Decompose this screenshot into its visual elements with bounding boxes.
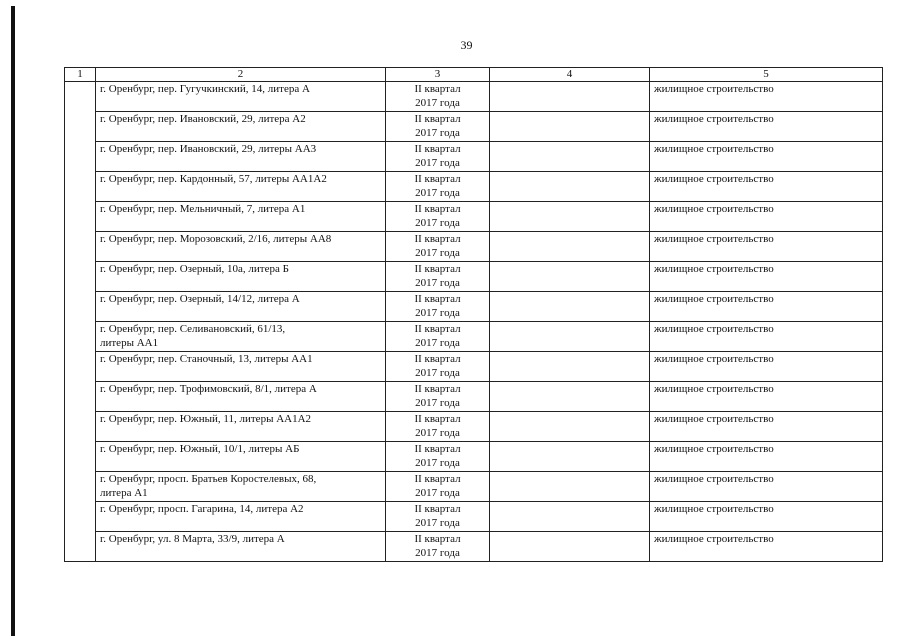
address-cell: г. Оренбург, пер. Ивановский, 29, литеры АА3: [96, 142, 386, 172]
address-cell: г. Оренбург, пер. Морозовский, 2/16, литеры АА8: [96, 232, 386, 262]
row-index-cell: [65, 502, 96, 532]
table-row: [65, 292, 883, 322]
address-cell: г. Оренбург, просп. Гагарина, 14, литера А2: [96, 502, 386, 532]
column-4-cell: [490, 292, 650, 322]
table-row: [65, 142, 883, 172]
period-cell: II квартал 2017 года: [386, 292, 490, 322]
purpose-cell: жилищное строительство: [650, 352, 883, 382]
row-index-cell: [65, 322, 96, 352]
table-row: [65, 502, 883, 532]
address-cell: г. Оренбург, пер. Гугучкинский, 14, литера А: [96, 82, 386, 112]
column-4-cell: [490, 532, 650, 562]
column-4-cell: [490, 172, 650, 202]
column-header-5: 5: [650, 68, 883, 82]
address-cell: г. Оренбург, пер. Озерный, 10а, литера Б: [96, 262, 386, 292]
address-cell: г. Оренбург, ул. 8 Марта, 33/9, литера А: [96, 532, 386, 562]
page-number: 39: [460, 38, 473, 52]
column-4-cell: [490, 202, 650, 232]
table-row: [65, 202, 883, 232]
column-4-cell: [490, 82, 650, 112]
purpose-cell: жилищное строительство: [650, 472, 883, 502]
address-cell: г. Оренбург, пер. Кардонный, 57, литеры АА1А2: [96, 172, 386, 202]
address-cell: г. Оренбург, пер. Селивановский, 61/13, литеры АА1: [96, 322, 386, 352]
period-cell: II квартал 2017 года: [386, 442, 490, 472]
column-header-1: 1: [65, 68, 96, 82]
column-4-cell: [490, 352, 650, 382]
row-index-cell: [65, 112, 96, 142]
column-4-cell: [490, 322, 650, 352]
purpose-cell: жилищное строительство: [650, 82, 883, 112]
purpose-cell: жилищное строительство: [650, 202, 883, 232]
purpose-cell: жилищное строительство: [650, 322, 883, 352]
address-cell: г. Оренбург, просп. Братьев Коростелевых, 68, литера А1: [96, 472, 386, 502]
column-header-3: 3: [386, 68, 490, 82]
column-4-cell: [490, 382, 650, 412]
row-index-cell: [65, 142, 96, 172]
period-cell: II квартал 2017 года: [386, 232, 490, 262]
purpose-cell: жилищное строительство: [650, 502, 883, 532]
column-4-cell: [490, 472, 650, 502]
column-4-cell: [490, 262, 650, 292]
period-cell: II квартал 2017 года: [386, 412, 490, 442]
purpose-cell: жилищное строительство: [650, 262, 883, 292]
table-row: [65, 262, 883, 292]
purpose-cell: жилищное строительство: [650, 232, 883, 262]
address-cell: г. Оренбург, пер. Южный, 10/1, литеры АБ: [96, 442, 386, 472]
purpose-cell: жилищное строительство: [650, 412, 883, 442]
period-cell: II квартал 2017 года: [386, 202, 490, 232]
row-index-cell: [65, 292, 96, 322]
address-cell: г. Оренбург, пер. Мельничный, 7, литера А1: [96, 202, 386, 232]
column-4-cell: [490, 232, 650, 262]
period-cell: II квартал 2017 года: [386, 142, 490, 172]
period-cell: II квартал 2017 года: [386, 352, 490, 382]
purpose-cell: жилищное строительство: [650, 112, 883, 142]
column-4-cell: [490, 442, 650, 472]
table-row: [65, 352, 883, 382]
table-row: [65, 472, 883, 502]
period-cell: II квартал 2017 года: [386, 82, 490, 112]
purpose-cell: жилищное строительство: [650, 382, 883, 412]
row-index-cell: [65, 532, 96, 562]
period-cell: II квартал 2017 года: [386, 112, 490, 142]
purpose-cell: жилищное строительство: [650, 532, 883, 562]
period-cell: II квартал 2017 года: [386, 502, 490, 532]
address-cell: г. Оренбург, пер. Станочный, 13, литеры АА1: [96, 352, 386, 382]
scan-edge-mark: [11, 6, 15, 636]
row-index-cell: [65, 202, 96, 232]
purpose-cell: жилищное строительство: [650, 142, 883, 172]
table-body: [65, 82, 883, 562]
period-cell: II квартал 2017 года: [386, 472, 490, 502]
table-row: [65, 532, 883, 562]
row-index-cell: [65, 442, 96, 472]
table-row: [65, 112, 883, 142]
land-plots-table: [64, 67, 883, 562]
table-row: [65, 442, 883, 472]
column-4-cell: [490, 502, 650, 532]
row-index-cell: [65, 472, 96, 502]
column-4-cell: [490, 112, 650, 142]
period-cell: II квартал 2017 года: [386, 262, 490, 292]
purpose-cell: жилищное строительство: [650, 442, 883, 472]
row-index-cell: [65, 232, 96, 262]
address-cell: г. Оренбург, пер. Ивановский, 29, литера А2: [96, 112, 386, 142]
column-header-2: 2: [96, 68, 386, 82]
table-row: [65, 382, 883, 412]
row-index-cell: [65, 352, 96, 382]
purpose-cell: жилищное строительство: [650, 292, 883, 322]
address-cell: г. Оренбург, пер. Трофимовский, 8/1, литера А: [96, 382, 386, 412]
row-index-cell: [65, 412, 96, 442]
period-cell: II квартал 2017 года: [386, 322, 490, 352]
row-index-cell: [65, 382, 96, 412]
period-cell: II квартал 2017 года: [386, 382, 490, 412]
row-index-cell: [65, 172, 96, 202]
column-number-row: [65, 68, 883, 82]
column-4-cell: [490, 142, 650, 172]
column-header-4: 4: [490, 68, 650, 82]
table-row: [65, 322, 883, 352]
table-row: [65, 232, 883, 262]
period-cell: II квартал 2017 года: [386, 532, 490, 562]
table-row: [65, 172, 883, 202]
table-row: [65, 82, 883, 112]
row-index-cell: [65, 82, 96, 112]
purpose-cell: жилищное строительство: [650, 172, 883, 202]
address-cell: г. Оренбург, пер. Южный, 11, литеры АА1А2: [96, 412, 386, 442]
address-cell: г. Оренбург, пер. Озерный, 14/12, литера А: [96, 292, 386, 322]
table-row: [65, 412, 883, 442]
row-index-cell: [65, 262, 96, 292]
column-4-cell: [490, 412, 650, 442]
period-cell: II квартал 2017 года: [386, 172, 490, 202]
